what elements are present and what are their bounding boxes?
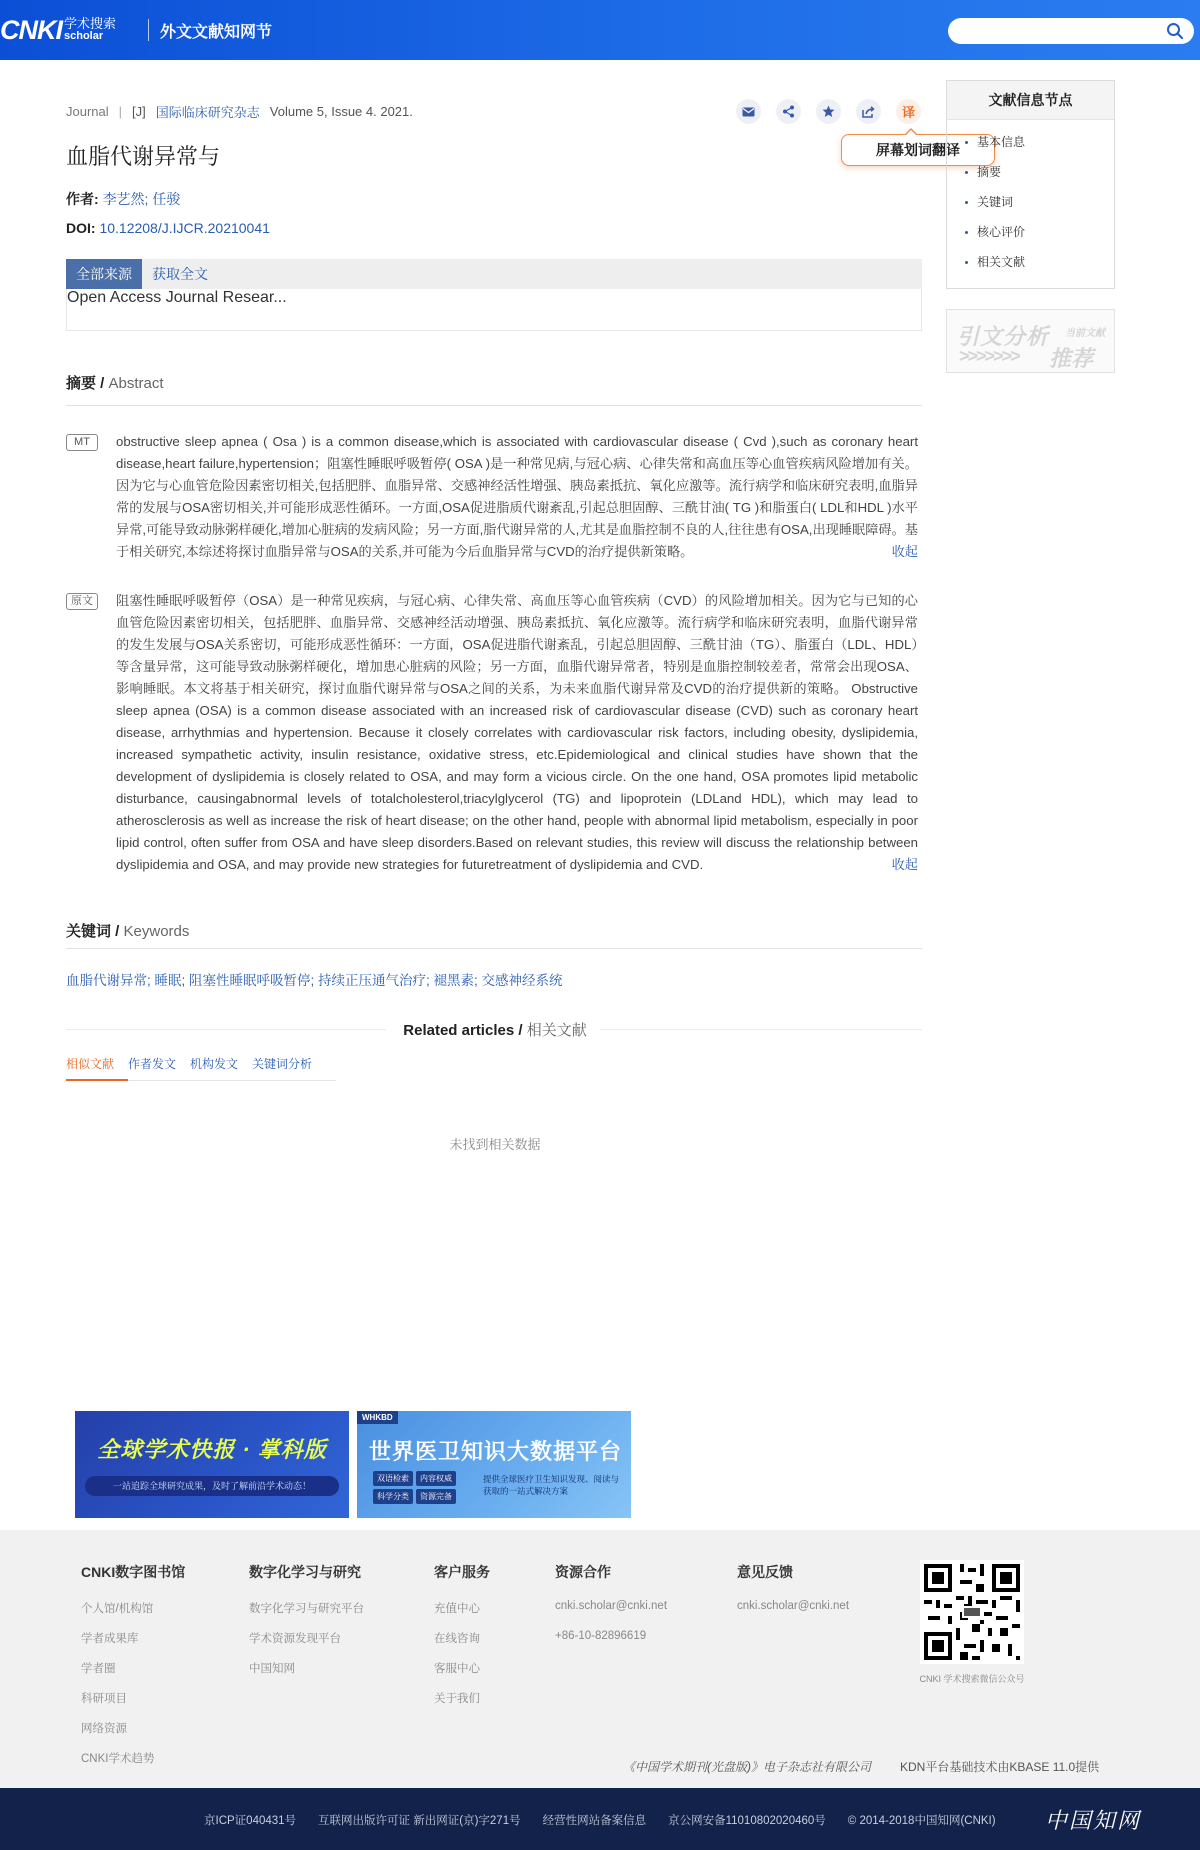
authors-label: 作者:: [66, 191, 99, 207]
star-icon[interactable]: [816, 99, 841, 124]
footer-link[interactable]: cnki.scholar@cnki.net: [555, 1600, 668, 1612]
search-box[interactable]: [948, 18, 1194, 44]
source-list: [66, 289, 922, 331]
node-related[interactable]: 相关文献: [947, 247, 1114, 277]
header-divider: [148, 19, 149, 41]
footer-link[interactable]: 个人馆/机构馆: [81, 1603, 154, 1615]
academic-news-banner[interactable]: [75, 1411, 349, 1518]
doc-kind: [J]: [132, 104, 146, 119]
action-icons: [736, 99, 921, 124]
footer-col-service: 客户服务 充值中心 在线咨询 客服中心 关于我们: [434, 1562, 490, 1720]
footer-link[interactable]: 学者成果库: [81, 1633, 139, 1645]
ad1-subtitle: 一站追踪全球研究成果，及时了解前沿学术动态！: [85, 1476, 339, 1496]
logo-main: CNKI: [0, 14, 62, 45]
footer-link[interactable]: 数字化学习与研究平台: [249, 1603, 364, 1615]
publisher-info: 《中国学术期刊(光盘版)》电子杂志社有限公司: [623, 1760, 871, 1774]
footer-col-cooperation: 资源合作 cnki.scholar@cnki.net +86-10-82896619: [555, 1562, 667, 1660]
footer-link[interactable]: 中国知网: [249, 1663, 295, 1675]
ad1-title: 全球学术快报 · 掌科版: [97, 1437, 327, 1462]
tab-author-papers[interactable]: 作者发文: [128, 1057, 177, 1071]
related-active-underline: [66, 1079, 128, 1081]
search-icon[interactable]: [1166, 22, 1184, 40]
footer-link[interactable]: 学者圈: [81, 1663, 116, 1675]
tab-all-sources[interactable]: 全部来源: [66, 259, 142, 289]
node-basic-info[interactable]: 基本信息: [947, 127, 1114, 157]
node-core-eval[interactable]: 核心评价: [947, 217, 1114, 247]
qr-label: CNKI 学术搜索微信公众号: [919, 1674, 1025, 1684]
footer-link[interactable]: 客服中心: [434, 1663, 480, 1675]
ad2-desc: 提供全球医疗卫生知识发现、阅读与获取的一站式解决方案: [483, 1474, 620, 1496]
collapse-mt-link[interactable]: 收起: [891, 544, 918, 559]
search-input[interactable]: [960, 22, 1160, 40]
info-nodes-title: 文献信息节点: [947, 81, 1114, 120]
icp-license[interactable]: 京ICP证040431号: [204, 1815, 297, 1827]
publish-license[interactable]: 互联网出版许可证 新出网证(京)字271号: [318, 1815, 521, 1827]
meta-separator: |: [118, 104, 123, 119]
footer-link: +86-10-82896619: [555, 1630, 647, 1642]
citation-analysis-banner[interactable]: 引文分析 当前文献 >>>>>>> 推荐: [946, 309, 1115, 373]
ad2-chips: 双语检索 内容权威 科学分类 资源完备: [373, 1471, 473, 1504]
footer-link[interactable]: 在线咨询: [434, 1633, 480, 1645]
volume-info: Volume 5, Issue 4. 2021.: [269, 104, 413, 119]
ad2-title: 世界医卫知识大数据平台: [369, 1439, 623, 1464]
authors-links[interactable]: 李艺然; 任骏: [102, 191, 181, 207]
translate-tooltip: 屏幕划词翻译: [841, 134, 995, 166]
wechat-qr-code: [920, 1560, 1024, 1664]
article-title: 血脂代谢异常与: [66, 144, 221, 169]
abstract-original: [116, 590, 918, 876]
tab-keyword-analysis[interactable]: 关键词分析: [252, 1057, 313, 1071]
authors-row: [66, 189, 180, 209]
footer-link[interactable]: 充值中心: [434, 1603, 480, 1615]
cnki-brand-logo[interactable]: 中国知网: [1045, 1809, 1142, 1834]
footer-col-library: CNKI数字图书馆 个人馆/机构馆 学者成果库 学者圈 科研项目 网络资源 CNKI学术趋势: [81, 1562, 185, 1780]
bottom-bar: [0, 1788, 1200, 1850]
abstract-mt: [116, 431, 918, 563]
header-title: 外文文献知网节: [160, 24, 273, 41]
abstract-heading: 摘要 / Abstract: [66, 375, 164, 392]
article-meta: [66, 102, 413, 121]
node-keywords[interactable]: 关键词: [947, 187, 1114, 217]
footer: [0, 1530, 1200, 1788]
abstract-mt-text: obstructive sleep apnea ( Osa ) is a common disease,which is associated with cardiovascular disease ( Cvd ),such as coronary heart disease,heart failure,hypertension；阻塞性睡眠呼吸暂停( OSA )是一种常见病,与冠心病、心律失常和高血压等心血管疾病风险增加有关。因为它与心血管危险因素密切相关,包括肥胖、血脂异常、交感神经活性增强、胰岛素抵抗、氧化应激等。流行病学和临床研究表明,血脂异常的发展与OSA密切相关,并可能形成恶性循环。一方面,OSA促进脂质代谢紊乱,引起总胆固醇、三酰甘油( TG )和脂蛋白( LDL和HDL )水平异常,可能导致动脉粥样硬化,增加心脏病的发病风险；另一方面,脂代谢异常的人,尤其是血脂控制不良的人,往往患有OSA,出现睡眠障碍。基于相关研究,本综述将探讨血脂异常与OSA的关系,并可能为今后血脂异常与CVD的治疗提供新策略。: [116, 434, 918, 559]
related-heading: Related articles / 相关文献: [403, 1022, 587, 1039]
doi-row: [66, 220, 270, 236]
keywords-list[interactable]: 血脂代谢异常; 睡眠; 阻塞性睡眠呼吸暂停; 持续正压通气治疗; 褪黑素; 交感神经系统: [66, 973, 563, 988]
logo-cn: 学术搜索: [64, 16, 117, 31]
cnki-logo[interactable]: [0, 16, 116, 44]
license-row: [204, 1812, 996, 1828]
footer-link[interactable]: 学术资源发现平台: [249, 1633, 341, 1645]
keywords-divider: [66, 948, 922, 949]
related-tabs: [66, 1055, 312, 1072]
footer-link[interactable]: 关于我们: [434, 1693, 480, 1705]
tab-similar[interactable]: 相似文献: [66, 1057, 115, 1071]
mt-tag: MT: [66, 434, 98, 451]
share-icon[interactable]: [776, 99, 801, 124]
collapse-original-link[interactable]: 收起: [891, 857, 918, 872]
doi-label: DOI:: [66, 220, 96, 236]
logo-en: scholar: [64, 30, 104, 42]
journal-link[interactable]: 国际临床研究杂志: [155, 105, 260, 120]
copyright: © 2014-2018中国知网(CNKI): [847, 1815, 996, 1827]
footer-col-feedback: 意见反馈 cnki.scholar@cnki.net: [737, 1562, 849, 1630]
site-record[interactable]: 经营性网站备案信息: [542, 1815, 647, 1827]
info-nodes-panel: [946, 80, 1115, 289]
footer-link[interactable]: cnki.scholar@cnki.net: [737, 1600, 850, 1612]
source-tabs: [66, 259, 922, 289]
top-header: [0, 0, 1200, 60]
translate-button[interactable]: 译: [896, 99, 921, 124]
source-link[interactable]: Open Access Journal Resear...: [67, 289, 287, 306]
tab-institution-papers[interactable]: 机构发文: [190, 1057, 239, 1071]
police-record[interactable]: 京公网安备11010802020460号: [668, 1815, 826, 1827]
footer-link[interactable]: CNKI学术趋势: [81, 1753, 155, 1765]
doc-type: Journal: [66, 104, 109, 119]
ad2-tag: WHKBD: [357, 1411, 398, 1424]
keywords-heading: 关键词 / Keywords: [66, 923, 190, 940]
medical-platform-banner[interactable]: [357, 1411, 631, 1518]
export-icon[interactable]: [856, 99, 881, 124]
info-nodes-list: [947, 120, 1114, 277]
tab-get-fulltext[interactable]: 获取全文: [152, 266, 208, 282]
empty-message: 未找到相关数据: [449, 1137, 541, 1152]
original-tag: 原文: [66, 593, 98, 610]
email-icon[interactable]: [736, 99, 761, 124]
footer-link[interactable]: 科研项目: [81, 1693, 127, 1705]
abstract-divider: [66, 405, 922, 406]
abstract-original-text: 阻塞性睡眠呼吸暂停（OSA）是一种常见疾病，与冠心病、心律失常、高血压等心血管疾病（CVD）的风险增加相关。因为它与已知的心血管危险因素密切相关，包括肥胖、血脂异常、交感神经活动增强、胰岛素抵抗、氧化应激等。流行病学和临床研究表明，血脂代谢异常的发生发展与OSA关系密切，可能形成恶性循环：一方面，OSA促进脂代谢紊乱，引起总胆固醇、三酰甘油（TG）、脂蛋白（LDL、HDL）等含量异常，这可能导致动脉粥样硬化，增加患心脏病的风险；另一方面，血脂代谢异常者，特别是血脂控制较差者，常常会出现OSA、影响睡眠。本文将基于相关研究，探讨血脂代谢异常与OSA之间的关系，为未来血脂代谢异常及CVD的治疗提供新的策略。 Obstructive sleep apnea (OSA) is a common disease associated with an increased risk of cardiovascular disease (CVD) such as coronary heart disease, arrhythmias and hypertension. Because it closely correlates with cardiovascular risk factors, including obesity, dyslipidemia, increased sympathetic activity, insulin resistance, oxidative stress, etc.Epidemiological and clinical studies have shown that the development of dyslipidemia is closely related to OSA, and may form a vicious circle. On the one hand, OSA promotes lipid metabolic disturbance, causingabnormal levels of totalcholesterol,triacylglycerol (TG) and lipoprotein (LDLand HDL), which may lead to atherosclerosis as well as increase the risk of heart disease; on the other hand, people with abnormal lipid metabolism, especially in poor lipid control, often suffer from OSA and have sleep disorders.Based on relevant studies, this review will discuss the relationship between dyslipidemia and OSA, and may provide new strategies for futuretreatment of dyslipidemia and CVD.: [116, 593, 918, 872]
platform-info: KDN平台基础技术由KBASE 11.0提供: [900, 1760, 1100, 1774]
doi-link[interactable]: 10.12208/J.IJCR.20210041: [99, 220, 270, 236]
footer-link[interactable]: 网络资源: [81, 1723, 127, 1735]
node-abstract[interactable]: 摘要: [947, 157, 1114, 187]
footer-col-digital: 数字化学习与研究 数字化学习与研究平台 学术资源发现平台 中国知网: [249, 1562, 364, 1690]
